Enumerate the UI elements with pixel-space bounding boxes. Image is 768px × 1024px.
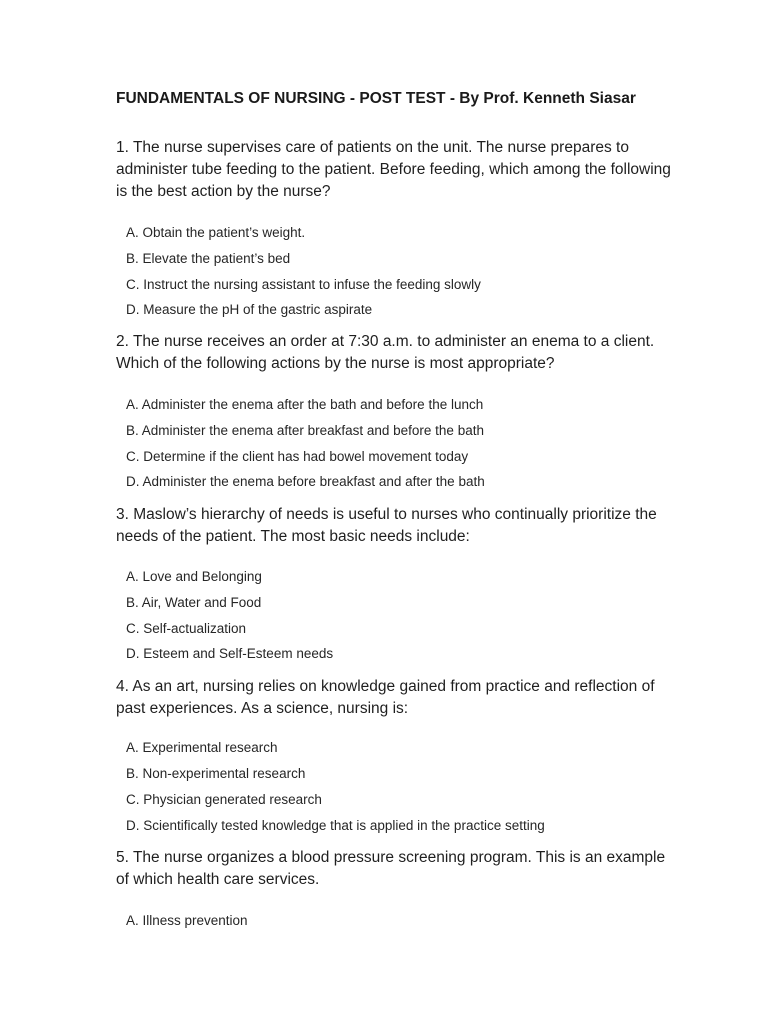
question-2-option-b: B. Administer the enema after breakfast and before the bath bbox=[126, 423, 484, 438]
question-3-text: 3. Maslow’s hierarchy of needs is useful to nurses who continually prioritize the needs of the patient. The most basic needs include: bbox=[116, 506, 657, 545]
question-2-option-c: C. Determine if the client has had bowel movement today bbox=[126, 449, 469, 464]
question-2-option-a: A. Administer the enema after the bath and before the lunch bbox=[126, 397, 484, 412]
question-3-option-d: D. Esteem and Self-Esteem needs bbox=[126, 646, 334, 661]
question-1-option-c: C. Instruct the nursing assistant to infuse the feeding slowly bbox=[126, 277, 481, 292]
question-1-option-a: A. Obtain the patient’s weight. bbox=[126, 225, 306, 240]
question-4-option-b: B. Non-experimental research bbox=[126, 766, 306, 781]
question-2-option-d: D. Administer the enema before breakfast and after the bath bbox=[126, 474, 485, 489]
question-4-text: 4. As an art, nursing relies on knowledge gained from practice and reflection of past experiences. As a science, nursing is: bbox=[116, 678, 655, 717]
question-5-option-a: A. Illness prevention bbox=[126, 913, 248, 928]
question-5-text: 5. The nurse organizes a blood pressure screening program. This is an example of which health care services. bbox=[116, 849, 666, 888]
question-2-text: 2. The nurse receives an order at 7:30 a.m. to administer an enema to a client. Which of the following actions by the nurse is most appropriate? bbox=[116, 333, 655, 372]
document-title: FUNDAMENTALS OF NURSING - POST TEST - By Prof. Kenneth Siasar bbox=[116, 90, 636, 107]
question-4-option-d: D. Scientifically tested knowledge that is applied in the practice setting bbox=[126, 818, 545, 833]
question-4-option-c: C. Physician generated research bbox=[126, 792, 322, 807]
question-1-text: 1. The nurse supervises care of patients on the unit. The nurse prepares to administer tube feeding to the patient. Before feeding, which among the following is the best action by the nurse? bbox=[116, 139, 671, 200]
question-4-option-a: A. Experimental research bbox=[126, 740, 278, 755]
question-3-option-c: C. Self-actualization bbox=[126, 621, 247, 636]
question-3-option-b: B. Air, Water and Food bbox=[126, 595, 262, 610]
question-1-option-d: D. Measure the pH of the gastric aspirate bbox=[126, 302, 373, 317]
question-3-option-a: A. Love and Belonging bbox=[126, 569, 262, 584]
question-1-option-b: B. Elevate the patient’s bed bbox=[126, 251, 291, 266]
